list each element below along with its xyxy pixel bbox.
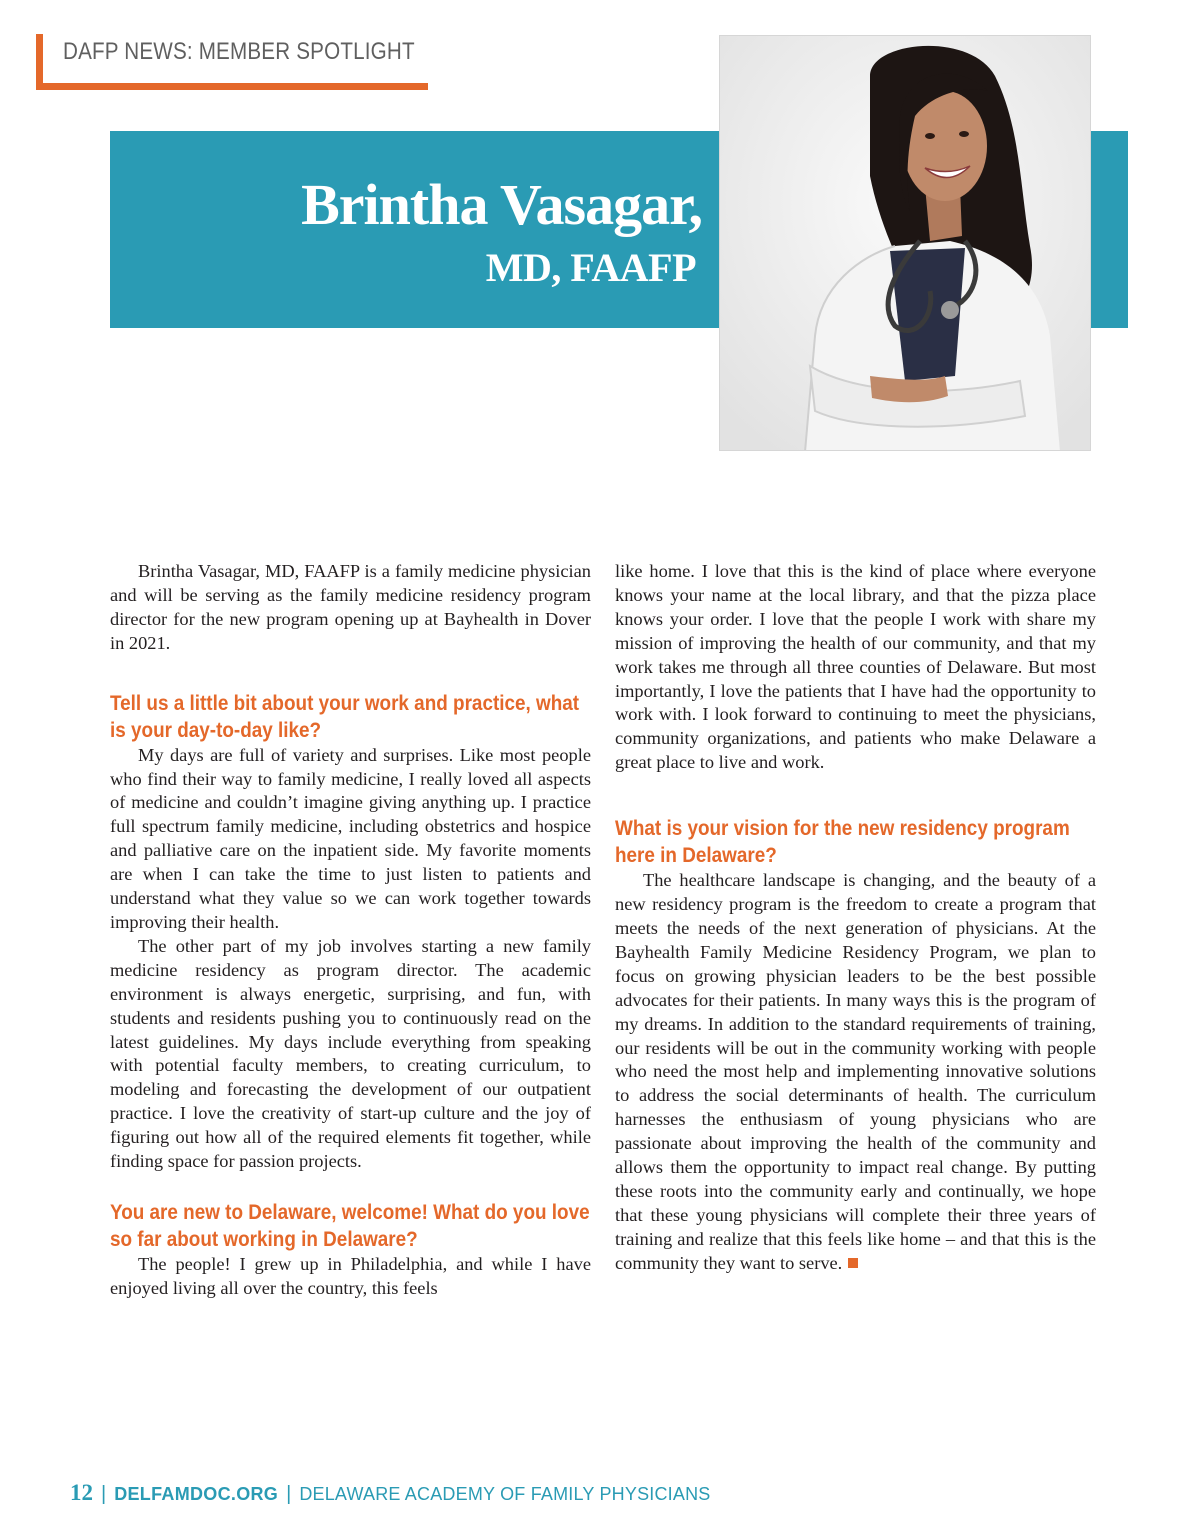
website-link[interactable]: DELFAMDOC.ORG — [114, 1484, 279, 1504]
question-heading: You are new to Delaware, welcome! What do you love so far about working in Delaware? — [110, 1200, 590, 1251]
answer-paragraph-continued: like home. I love that this is the kind of place where everyone knows your name at the local library, and that the pizza place knows your order. I love that the people I work with share my mission of improving the health of our community, and that my work takes me through all three counties of Delaware. But most importantly, I love the patients that I have had the opportunity to work with. I look forward to continuing to meet the physicians, community organizations, and patients who make Delaware a great place to live and work. — [615, 561, 1096, 773]
section-tag — [36, 34, 428, 90]
question-heading: Tell us a little bit about your work and practice, what is your day-to-day like? — [110, 691, 580, 742]
intro-paragraph: Brintha Vasagar, MD, FAAFP is a family medicine physician and will be serving as the family medicine residency program director for the new program opening up at Bayhealth in Dover in 2021. — [110, 561, 591, 653]
portrait-photo — [719, 35, 1091, 451]
member-credentials: MD, FAAFP — [485, 245, 696, 290]
footer-separator: | — [286, 1483, 292, 1505]
portrait-illustration — [720, 36, 1091, 451]
section-tag-underline — [36, 83, 428, 90]
answer-paragraph: The other part of my job involves starting a new family medicine residency as program director. The academic environment is always energetic, surprising, and fun, with students and residents pushing you to continuously read on the latest guidelines. My days include everything from speaking with potential faculty members, to creating curriculum, to modeling and forecasting the development of our outpatient practice. I love the creativity of start-up culture and the joy of figuring out how all of the required elements fit together, while finding space for passion projects. — [110, 935, 591, 1172]
article-column-left — [110, 560, 591, 1301]
section-tag-accent-bar — [36, 34, 43, 90]
organization-name: DELAWARE ACADEMY OF FAMILY PHYSICIANS — [299, 1484, 711, 1504]
end-of-article-mark — [848, 1258, 858, 1268]
page-footer — [70, 1480, 710, 1506]
footer-separator: | — [101, 1483, 107, 1505]
answer-paragraph — [615, 869, 1096, 1275]
article-column-right — [615, 560, 1096, 1276]
page-number: 12 — [70, 1480, 93, 1505]
answer-text: The healthcare landscape is changing, and the beauty of a new residency program is the freedom to create a program that meets the needs of the next generation of physicians. At the Bayhealth Family Medicine Residency Program, we plan to focus on growing physician leaders to be the best possible advocates for their patients. In many ways this is the program of my dreams. In addition to the standard requirements of training, our residents will be out in the community working with people who need the most help and implementing innovative solutions to address the social determinants of health. The curriculum harnesses the enthusiasm of young physicians who are passionate about improving the health of the community and allows them the opportunity to impact real change. By putting these roots into the community early and continually, we hope that these young physicians will complete their three years of training and realize that this feels like home – and that this is the community they want to serve. — [615, 870, 1096, 1273]
section-label: DAFP NEWS: MEMBER SPOTLIGHT — [63, 38, 415, 65]
answer-paragraph: The people! I grew up in Philadelphia, and while I have enjoyed living all over the country, this feels — [110, 1253, 591, 1298]
question-heading: What is your vision for the new residency program here in Delaware? — [615, 817, 1070, 868]
answer-paragraph: My days are full of variety and surprises. Like most people who find their way to family medicine, I really loved all aspects of medicine and couldn’t imagine giving anything up. I practice full spectrum family medicine, including obstetrics and hospice and palliative care on the inpatient side. My favorite moments are when I can take the time to just listen to patients and understand what they value so we can work together towards improving their health. — [110, 744, 591, 932]
member-name: Brintha Vasagar, — [301, 172, 702, 237]
